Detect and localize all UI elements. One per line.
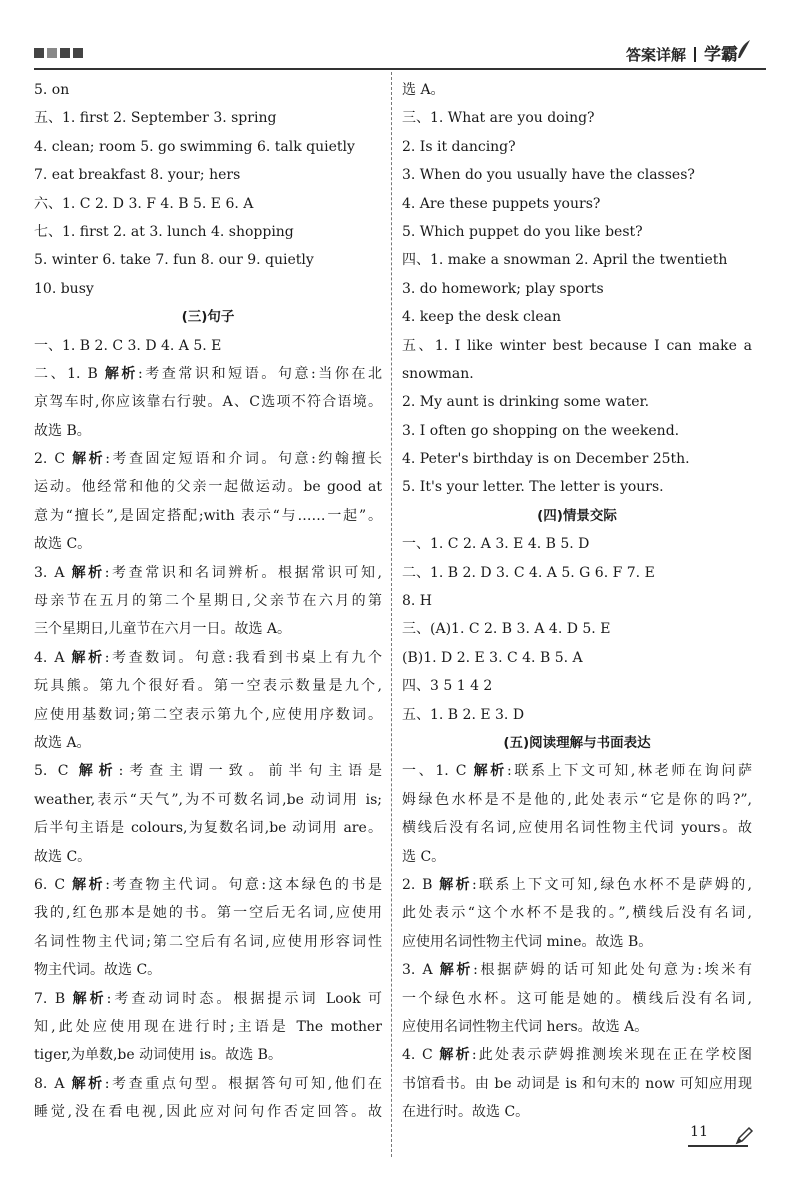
- analysis-label: 解析: [71, 1075, 105, 1092]
- answer-line: 三、1. What are you doing?: [402, 110, 595, 127]
- answer-line: 四、3 5 1 4 2: [402, 678, 493, 695]
- answer-line: 我的,红色那本是她的书。第一空后无名词,应使用: [34, 905, 382, 922]
- answer-line: 一个绿色水杯。这可能是她的。横线后没有名词,: [402, 990, 752, 1007]
- answer-line: [34, 644, 382, 672]
- answer-prefix: 2. B: [402, 876, 440, 893]
- answer-line: 应使用名词性物主代词 hers。故选 A。: [402, 1018, 649, 1035]
- analysis-label: 解析: [71, 649, 105, 666]
- answer-line: 横线后没有名词,应使用名词性物主代词 yours。故: [402, 820, 752, 837]
- answer-line: 运动。他经常和他的父亲一起做运动。be good at: [34, 479, 382, 496]
- analysis-text: :考查主谓一致。前半句主语是: [118, 763, 383, 780]
- answer-line: 故选 A。: [34, 734, 91, 751]
- answer-line: 故选 C。: [34, 536, 92, 553]
- header-brand: 学霸: [704, 45, 738, 65]
- answer-line: 母亲节在五月的第二个星期日,父亲节在六月的第: [34, 593, 382, 610]
- analysis-text: :考查数词。句意:我看到书桌上有九个: [104, 649, 383, 666]
- answer-line: 应使用基数词;第二空表示第九个,应使用序数词。: [34, 706, 382, 723]
- analysis-text: :此处表示萨姆推测埃米现在正在学校图: [471, 1047, 753, 1064]
- analysis-label: 解析: [439, 1047, 472, 1064]
- answer-line: [34, 445, 382, 473]
- answer-line: 应使用名词性物主代词 mine。故选 B。: [402, 933, 653, 950]
- answer-line: 五、1. B 2. E 3. D: [402, 706, 525, 723]
- analysis-label: 解析: [71, 564, 105, 581]
- right-column: [402, 76, 752, 1126]
- answer-line: [34, 360, 382, 388]
- answer-prefix: 4. C: [402, 1047, 440, 1064]
- answer-line: 意为“擅长”,是固定搭配;with 表示“与……一起”。: [34, 507, 382, 524]
- answer-line: [402, 1041, 752, 1069]
- answer-line: 在进行时。故选 C。: [402, 1104, 530, 1121]
- answer-line: [402, 757, 752, 785]
- answer-line: 四、1. make a snowman 2. April the twentieth: [402, 252, 728, 269]
- analysis-label: 解析: [473, 763, 507, 780]
- answer-line: [402, 956, 752, 984]
- answer-line: 8. H: [402, 593, 433, 610]
- analysis-label: 解析: [104, 365, 138, 382]
- page-number: 11: [690, 1124, 708, 1140]
- analysis-label: 解析: [78, 763, 119, 780]
- answer-line: snowman.: [402, 365, 474, 382]
- analysis-text: :根据萨姆的话可知此处句意为:埃米有: [473, 962, 753, 979]
- answer-prefix: 8. A: [34, 1075, 72, 1092]
- answer-prefix: 5. C: [34, 763, 79, 780]
- answer-line: tiger,为单数,be 动词使用 is。故选 B。: [34, 1047, 282, 1064]
- answer-line: 10. busy: [34, 280, 94, 297]
- answer-prefix: 4. A: [34, 649, 72, 666]
- answer-line: 4. Are these puppets yours?: [402, 195, 601, 212]
- header-rule: [34, 68, 766, 70]
- analysis-label: 解析: [439, 962, 474, 979]
- answer-prefix: 3. A: [34, 564, 72, 581]
- header-label: 答案详解: [625, 46, 686, 64]
- answer-line: 5. It's your letter. The letter is yours.: [402, 479, 664, 496]
- page-header: [0, 38, 800, 68]
- analysis-text: :考查物主代词。句意:这本绿色的书是: [105, 876, 382, 893]
- analysis-text: :考查重点句型。根据答句可知,他们在: [104, 1075, 382, 1092]
- answer-line: (B)1. D 2. E 3. C 4. B 5. A: [402, 649, 583, 666]
- answer-line: 5. Which puppet do you like best?: [402, 223, 643, 240]
- answer-line: 七、1. first 2. at 3. lunch 4. shopping: [34, 223, 294, 240]
- answer-line: 玩具熊。第九个很好看。第一空表示数量是九个,: [34, 678, 382, 695]
- answer-line: 物主代词。故选 C。: [34, 962, 162, 979]
- answer-line: 二、1. B 2. D 3. C 4. A 5. G 6. F 7. E: [402, 564, 655, 581]
- answer-line: [34, 559, 382, 587]
- analysis-text: :考查动词时态。根据提示词 Look 可: [106, 990, 383, 1007]
- answer-line: 3. do homework; play sports: [402, 280, 604, 297]
- answer-line: 选 C。: [402, 848, 446, 865]
- answer-line: 2. Is it dancing?: [402, 138, 516, 155]
- left-column: [34, 76, 382, 1126]
- answer-line: 六、1. C 2. D 3. F 4. B 5. E 6. A: [34, 195, 254, 212]
- analysis-text: :联系上下文可知,林老师在询问萨: [506, 763, 752, 780]
- answer-line: 书馆看书。由 be 动词是 is 和句末的 now 可知应用现: [402, 1075, 752, 1092]
- answer-line: 姆绿色水杯是不是他的,此处表示“它是你的吗?”,: [402, 791, 752, 808]
- answer-line: 3. I often go shopping on the weekend.: [402, 422, 680, 439]
- answer-line: [34, 1070, 382, 1098]
- answer-prefix: 7. B: [34, 990, 73, 1007]
- answer-line: [402, 871, 752, 899]
- answer-line: [34, 985, 382, 1013]
- answer-line: 4. clean; room 5. go swimming 6. talk quietly: [34, 138, 355, 155]
- answer-line: 4. keep the desk clean: [402, 309, 561, 326]
- analysis-text: :联系上下文可知,绿色水杯不是萨姆的,: [471, 876, 753, 893]
- answer-prefix: 6. C: [34, 876, 73, 893]
- pencil-icon: [734, 1126, 754, 1146]
- analysis-label: 解析: [72, 451, 106, 468]
- answer-line: 一、1. B 2. C 3. D 4. A 5. E: [34, 337, 222, 354]
- analysis-text: :考查常识和短语。句意:当你在北: [138, 365, 383, 382]
- answer-line: weather,表示“天气”,为不可数名词,be 动词用 is;: [34, 791, 382, 808]
- answer-line: 五、1. first 2. September 3. spring: [34, 110, 277, 127]
- answer-line: 7. eat breakfast 8. your; hers: [34, 167, 241, 184]
- analysis-label: 解析: [72, 990, 107, 1007]
- answer-line: 5. winter 6. take 7. fun 8. our 9. quietly: [34, 252, 314, 269]
- answer-prefix: 3. A: [402, 962, 440, 979]
- answer-line: 五、1. I like winter best because I can make a: [402, 337, 752, 354]
- answer-line: 睡觉,没在看电视,因此应对问句作否定回答。故: [34, 1104, 382, 1121]
- answer-line: [34, 871, 382, 899]
- brand-leaf-icon: [736, 38, 752, 60]
- answer-prefix: 2. C: [34, 451, 73, 468]
- analysis-label: 解析: [439, 876, 472, 893]
- column-divider: [391, 72, 392, 1157]
- answer-line: 三个星期日,儿童节在六月一日。故选 A。: [34, 621, 292, 638]
- analysis-label: 解析: [72, 876, 106, 893]
- answer-line: 名词性物主代词;第二空后有名词,应使用形容词性: [34, 933, 382, 950]
- section-heading: (四)情景交际: [537, 507, 617, 524]
- answer-line: 京驾车时,你应该靠右行驶。A、C选项不符合语境。: [34, 394, 382, 411]
- analysis-text: :考查常识和名词辨析。根据常识可知,: [104, 564, 382, 581]
- answer-line: 5. on: [34, 82, 70, 98]
- answer-line: 一、1. C 2. A 3. E 4. B 5. D: [402, 536, 590, 553]
- header-squares: [34, 48, 83, 58]
- answer-line: 2. My aunt is drinking some water.: [402, 394, 650, 411]
- header-title: [626, 40, 738, 65]
- answer-line: 选 A。: [402, 82, 445, 98]
- answer-line: 3. When do you usually have the classes?: [402, 167, 695, 184]
- answer-line: 故选 B。: [34, 422, 91, 439]
- section-heading: (五)阅读理解与书面表达: [503, 734, 651, 751]
- answer-prefix: 一、1. C: [402, 763, 474, 780]
- section-heading: (三)句子: [181, 309, 235, 326]
- answer-line: 此处表示“这个水杯不是我的。”,横线后没有名词,: [402, 905, 752, 922]
- answer-line: 故选 C。: [34, 848, 92, 865]
- answer-prefix: 二、1. B: [34, 365, 105, 382]
- answer-line: 后半句主语是 colours,为复数名词,be 动词用 are。: [34, 820, 382, 837]
- answer-line: 4. Peter's birthday is on December 25th.: [402, 451, 690, 468]
- answer-line: 三、(A)1. C 2. B 3. A 4. D 5. E: [402, 621, 611, 638]
- analysis-text: :考查固定短语和介词。句意:约翰擅长: [105, 451, 382, 468]
- answer-line: [34, 757, 382, 785]
- answer-line: 知,此处应使用现在进行时;主语是 The mother: [34, 1018, 382, 1035]
